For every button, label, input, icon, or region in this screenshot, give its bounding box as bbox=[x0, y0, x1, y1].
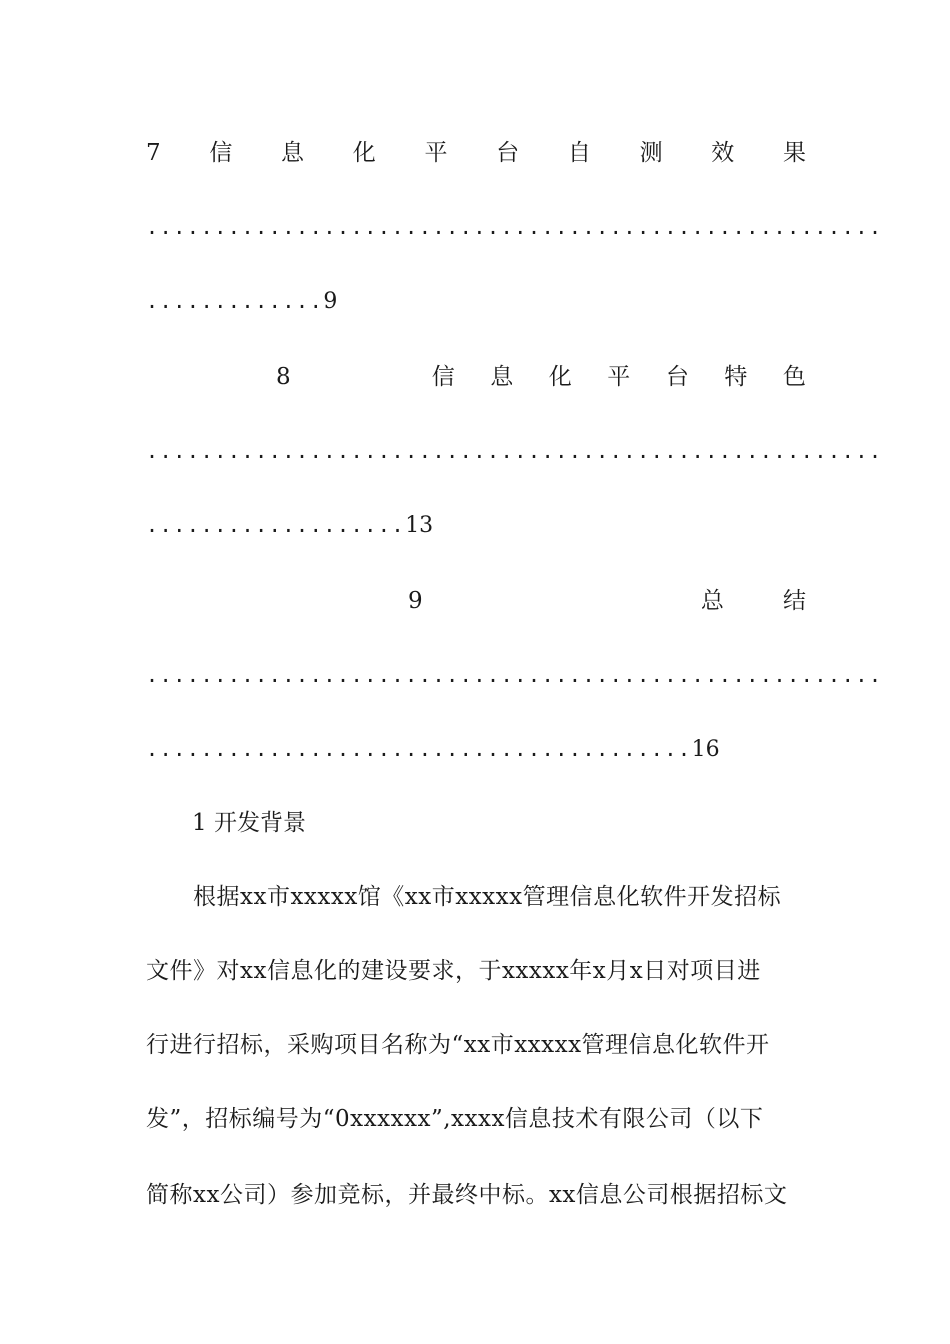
body-text-line: 文件》对xx信息化的建设要求，于xxxxx年x月x日对项目进 bbox=[146, 958, 761, 984]
toc-entry-char: 信 bbox=[209, 140, 233, 166]
toc-entry-char: 自 bbox=[567, 140, 591, 166]
toc-entry-char: 总 bbox=[700, 588, 724, 614]
toc-entry-char: 色 bbox=[782, 364, 806, 390]
toc-entry-char: 化 bbox=[352, 140, 376, 166]
toc-entry-char: 果 bbox=[782, 140, 806, 166]
toc-leader-dots: ...................................................... bbox=[146, 439, 883, 463]
toc-leader-dots: ............. bbox=[146, 289, 324, 313]
toc-entry-char: 测 bbox=[639, 140, 663, 166]
toc-entry-9-page-line[interactable] bbox=[146, 734, 806, 764]
body-text-line: 简称xx公司）参加竞标，并最终中标。xx信息公司根据招标文 bbox=[146, 1182, 788, 1208]
toc-page-number: 16 bbox=[691, 737, 720, 762]
toc-entry-number: 8 bbox=[276, 364, 291, 390]
toc-entry-char: 息 bbox=[281, 140, 305, 166]
toc-entry-8-title[interactable] bbox=[276, 362, 806, 392]
toc-entry-9-title[interactable] bbox=[408, 586, 806, 616]
toc-entry-char: 特 bbox=[724, 364, 748, 390]
toc-entry-8-page-line[interactable] bbox=[146, 510, 806, 540]
toc-entry-7-page-line[interactable] bbox=[146, 286, 806, 316]
toc-leader-dots: ........................................ bbox=[146, 737, 692, 761]
toc-leader-dots: ...................................................... bbox=[146, 215, 883, 239]
toc-entry-char: 信 bbox=[431, 364, 455, 390]
toc-leader-dots: ...................................................... bbox=[146, 663, 883, 687]
toc-entry-7-title[interactable] bbox=[146, 138, 806, 168]
toc-entry-char: 化 bbox=[548, 364, 572, 390]
toc-entry-char: 平 bbox=[607, 364, 631, 390]
toc-entry-char: 台 bbox=[496, 140, 520, 166]
section-heading: 1 开发背景 bbox=[192, 810, 306, 836]
toc-entry-char: 结 bbox=[782, 588, 806, 614]
toc-entry-number: 7 bbox=[146, 140, 161, 166]
toc-entry-char: 效 bbox=[711, 140, 735, 166]
toc-entry-char: 平 bbox=[424, 140, 448, 166]
toc-entry-char: 台 bbox=[665, 364, 689, 390]
toc-leader-dots: ................... bbox=[146, 513, 406, 537]
toc-page-number: 13 bbox=[405, 513, 434, 538]
toc-entry-char: 息 bbox=[490, 364, 514, 390]
body-text-line: 根据xx市xxxxx馆《xx市xxxxx管理信息化软件开发招标 bbox=[146, 884, 782, 910]
toc-page-number: 9 bbox=[323, 289, 338, 314]
body-text-line: 发”，招标编号为“0xxxxxx”,xxxx信息技术有限公司（以下 bbox=[146, 1106, 764, 1132]
body-text-line: 行进行招标，采购项目名称为“xx市xxxxx管理信息化软件开 bbox=[146, 1032, 770, 1058]
toc-entry-number: 9 bbox=[408, 588, 423, 614]
